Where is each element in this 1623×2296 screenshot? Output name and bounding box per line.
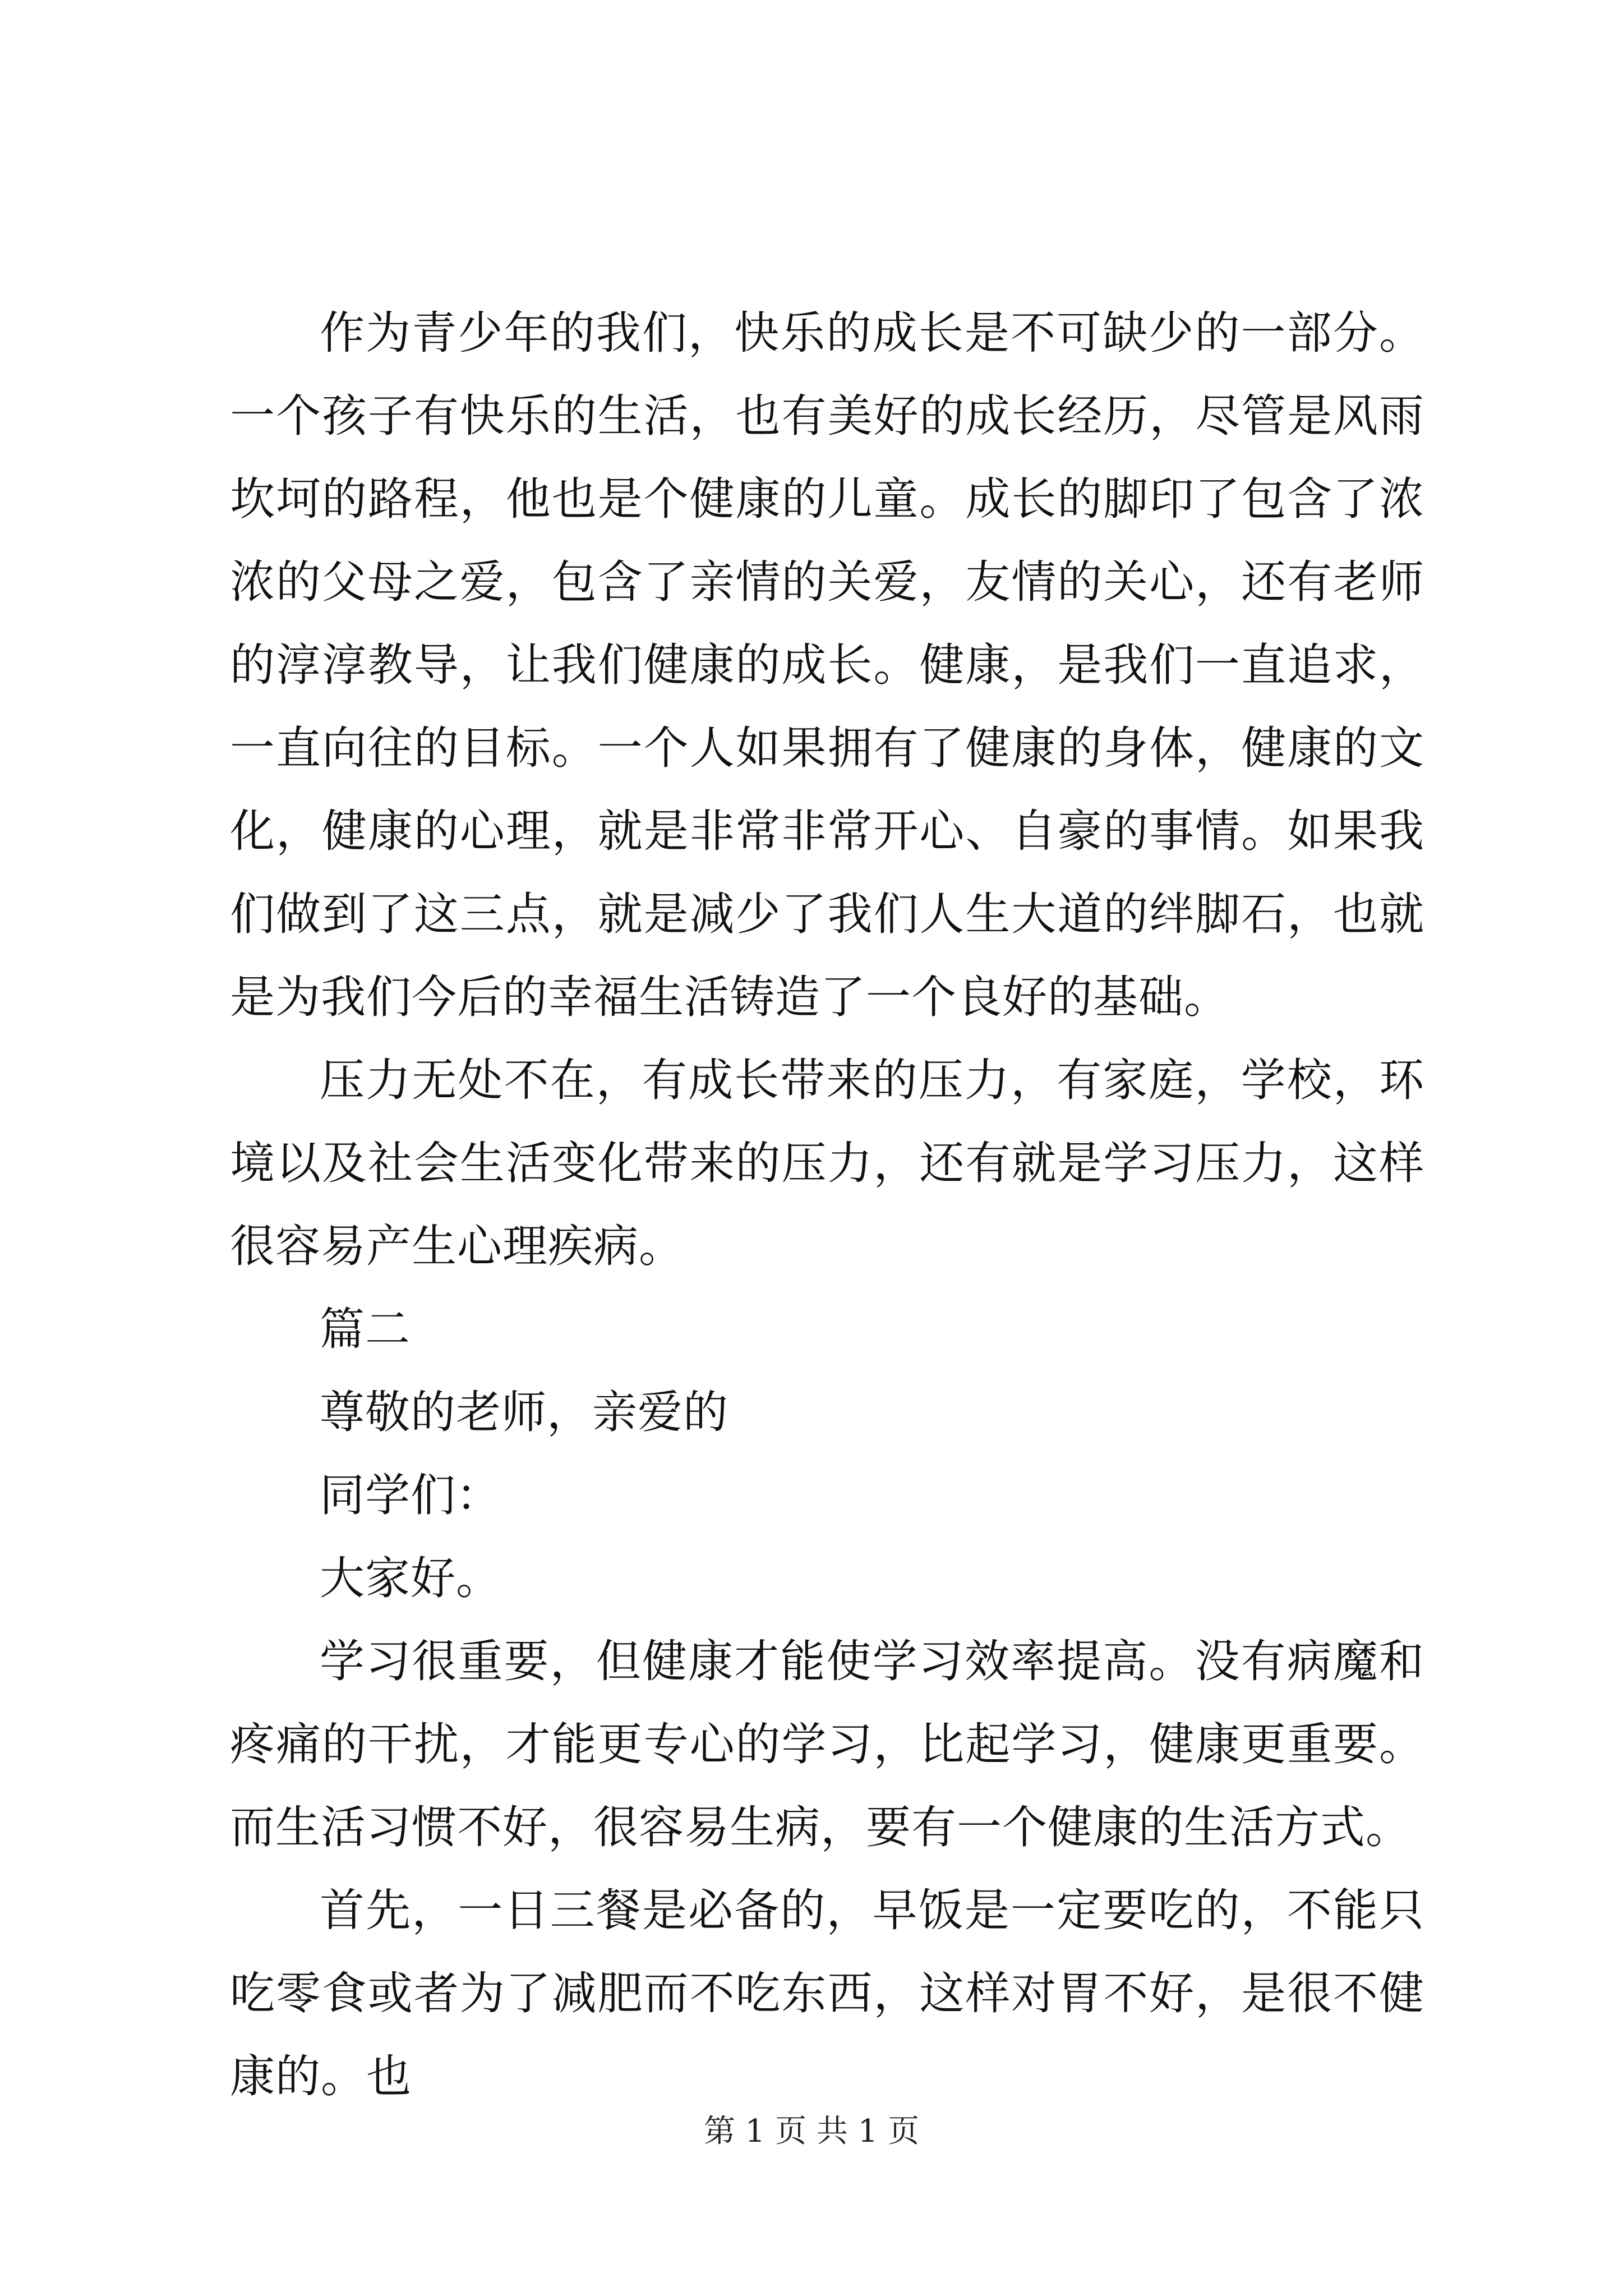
section-heading: 篇二 [320,1303,411,1355]
salutation-line-1: 尊敬的老师，亲爱的 [320,1386,728,1438]
salutation-line-2: 同学们： [320,1469,501,1521]
paragraph-study-health: 学习很重要，但健康才能使学习效率提高。没有病魔和疼痛的干扰，才能更专心的学习，比起学习，健康更重要。而生活习惯不好，很容易生病，要有一个健康的生活方式。 [230,1635,1424,1853]
greeting: 大家好。 [320,1552,501,1604]
paragraph-meals: 首先，一日三餐是必备的，早饭是一定要吃的，不能只吃零食或者为了减肥而不吃东西，这样对胃不好，是很不健康的。也 [230,1884,1424,2102]
paragraph-growth: 作为青少年的我们，快乐的成长是不可缺少的一部分。一个孩子有快乐的生活，也有美好的成长经历，尽管是风雨坎坷的路程，他也是个健康的儿童。成长的脚印了包含了浓浓的父母之爱，包含了亲情的关爱，友情的关心，还有老师的淳淳教导，让我们健康的成长。健康，是我们一直追求，一直向往的目标。一个人如果拥有了健康的身体，健康的文化，健康的心理，就是非常非常开心、自豪的事情。如果我们做到了这三点，就是减少了我们人生大道的绊脚石，也就是为我们今后的幸福生活铸造了一个良好的基础。 [230,307,1424,1023]
page-footer: 第 1 页 共 1 页 [703,2113,920,2150]
paragraph-pressure: 压力无处不在，有成长带来的压力，有家庭，学校，环境以及社会生活变化带来的压力，还有就是学习压力，这样很容易产生心理疾病。 [230,1054,1424,1272]
document-body [230,292,1424,2118]
